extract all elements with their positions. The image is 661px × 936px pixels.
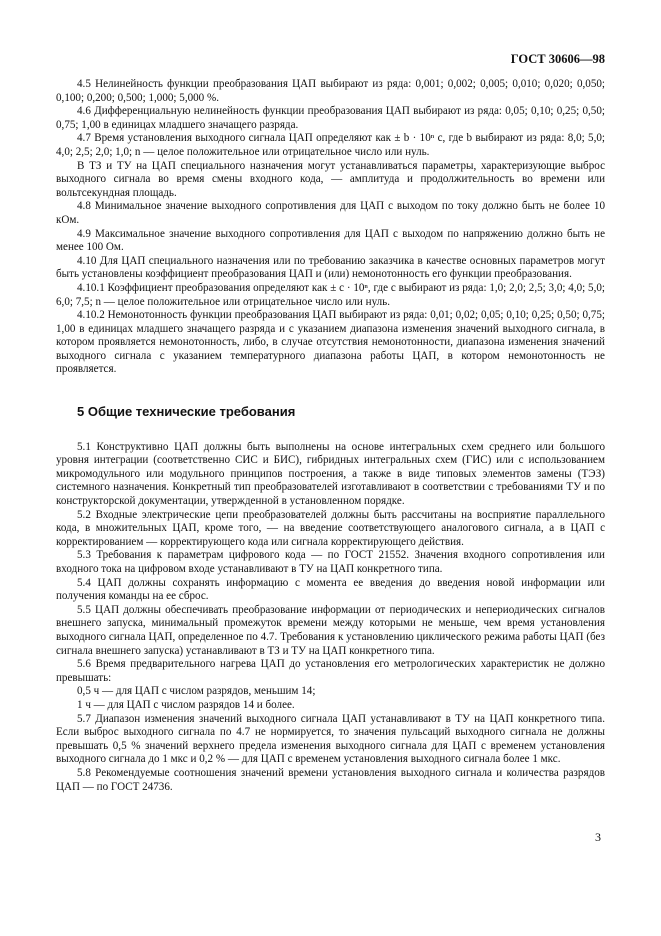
paragraph-4-10-2: 4.10.2 Немонотонность функции преобразования ЦАП выбирают из ряда: 0,01; 0,02; 0,05; 0,10; 0,25; 0,50; 0,75; 1,00 в единицах младшего значащего разряда и с указанием диапазона изменения значений выходного сигнала, в котором проявляется немонотонность, либо, в случае отсутствия немонотонности, диапазона изменения значений выходного сигнала с указанием температурного диапазона работы ЦАП, в котором немонотонность не проявляется. <box>56 309 605 376</box>
paragraph-5-6: 5.6 Время предварительного нагрева ЦАП до установления его метрологических характеристик не должно превышать: <box>56 658 605 684</box>
paragraph-4-7-note: В ТЗ и ТУ на ЦАП специального назначения могут устанавливаться параметры, характеризующие выброс выходного сигнала во время смены входного кода, — амплитуда и продолжительность во времени или вольтсекундная площадь. <box>56 159 605 199</box>
list-item: 0,5 ч — для ЦАП с числом разрядов, меньшим 14; <box>77 685 316 698</box>
paragraph-5-8: 5.8 Рекомендуемые соотношения значений времени установления выходного сигнала и количества разрядов ЦАП — по ГОСТ 24736. <box>56 766 605 793</box>
paragraph-5-5: 5.5 ЦАП должны обеспечивать преобразование информации от периодических и непериодических сигналов внешнего запуска, минимальный промежуток времени между которыми не меньше, чем время установления выходного сигнала ЦАП, определенное по 4.7. Требования к установлению циклического режима работы ЦАП (без сигнала внешнего запуска) устанавливают в ТЗ и ТУ на ЦАП конкретного типа. <box>56 603 605 657</box>
document-body <box>56 78 605 794</box>
list-item: 1 ч — для ЦАП с числом разрядов 14 и более. <box>77 698 295 711</box>
document-header: ГОСТ 30606—98 <box>510 52 605 66</box>
page-number: 3 <box>595 830 601 844</box>
paragraph-5-1: 5.1 Конструктивно ЦАП должны быть выполнены на основе интегральных схем среднего или большого уровня интеграции (соответственно СИС и БИС), гибридных интегральных схем (ГИС) или с использованием микромодульного или модульного принципов построения, а также в виде типовых элементов замены (ТЭЗ) системного назначения. Конкретный тип преобразователей изготавливают в соответствии с требованиями ТУ и по конструкторской документации, утвержденной в установленном порядке. <box>56 440 605 508</box>
paragraph-4-10-1: 4.10.1 Коэффициент преобразования определяют как ± c · 10ⁿ, где c выбирают из ряда: 1,0; 2,0; 2,5; 3,0; 4,0; 5,0; 6,0; 7,5; n — целое положительное или отрицательное число или нуль. <box>56 281 605 308</box>
paragraph-5-2: 5.2 Входные электрические цепи преобразователей должны быть рассчитаны на восприятие параллельного кода, в множительных ЦАП, кроме того, — на введение соответствующего аналогового сигнала, а в ЦАП с корректированием — корректирующего кода или сигнала корректирующего действия. <box>56 508 605 548</box>
paragraph-4-9: 4.9 Максимальное значение выходного сопротивления для ЦАП с выходом по напряжению должно быть не менее 100 Ом. <box>56 227 605 254</box>
section-title: 5 Общие технические требования <box>77 404 296 420</box>
paragraph-4-6: 4.6 Дифференциальную нелинейность функции преобразования ЦАП выбирают из ряда: 0,05; 0,10; 0,25; 0,50; 0,75; 1,00 в единицах младшего значащего разряда. <box>56 105 605 131</box>
paragraph-4-10: 4.10 Для ЦАП специального назначения или по требованию заказчика в качестве основных параметров могут быть установлены коэффициент преобразования ЦАП и (или) немонотонность его функции преобразования. <box>56 254 605 281</box>
paragraph-5-7: 5.7 Диапазон изменения значений выходного сигнала ЦАП устанавливают в ТУ на ЦАП конкретного типа. Если выброс выходного сигнала по 4.7 не нормируется, то значения пульсаций выходного сигнала не должны превышать 0,5 % значений верхнего предела изменения выходного сигнала для ЦАП с временем установления выходного сигнала до 1 мкс и 0,2 % — для ЦАП с временем установления выходного сигнала более 1 мкс. <box>56 712 605 766</box>
paragraph-4-7: 4.7 Время установления выходного сигнала ЦАП определяют как ± b · 10ⁿ с, где b выбирают из ряда: 8,0; 5,0; 4,0; 2,5; 2,0; 1,0; n — целое положительное или отрицательное число или нуль. <box>56 132 605 158</box>
paragraph-5-3: 5.3 Требования к параметрам цифрового кода — по ГОСТ 21552. Значения входного сопротивления или входного тока на цифровом входе устанавливают в ТУ на ЦАП конкретного типа. <box>56 549 605 575</box>
paragraph-4-5: 4.5 Нелинейность функции преобразования ЦАП выбирают из ряда: 0,001; 0,002; 0,005; 0,010; 0,020; 0,050; 0,100; 0,200; 0,500; 1,000; 5,000 %. <box>56 78 605 104</box>
paragraph-4-8: 4.8 Минимальное значение выходного сопротивления для ЦАП с выходом по току должно быть не более 10 кОм. <box>56 200 605 226</box>
paragraph-5-4: 5.4 ЦАП должны сохранять информацию с момента ее введения до введения новой информации или получения команды на ее сброс. <box>56 576 605 603</box>
